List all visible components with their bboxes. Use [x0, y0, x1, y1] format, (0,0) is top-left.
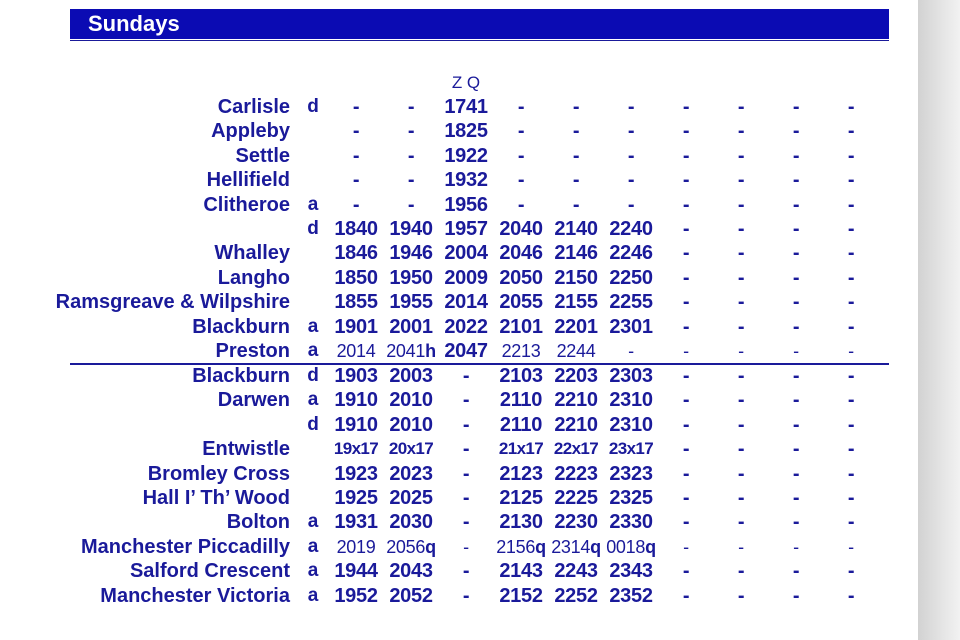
time-cell: - [847, 291, 855, 314]
time-cell: - [737, 144, 745, 167]
arrive-depart-flag: a [307, 193, 319, 215]
time-cell: - [737, 291, 745, 314]
time-cell: 2343 [609, 560, 653, 583]
time-cell: 2140 [554, 218, 598, 240]
time-cell: - [462, 389, 470, 412]
timetable-row [0, 241, 918, 265]
page-edge-shadow [918, 0, 960, 640]
time-cell: 2152 [499, 584, 543, 607]
time-cell: - [682, 169, 690, 192]
time-cell: - [738, 536, 744, 557]
time-suffix: q [645, 536, 656, 557]
time-cell: 2055 [499, 291, 543, 314]
time-cell: - [682, 193, 690, 216]
time-cell: 1957 [444, 218, 488, 240]
time-cell: 2250 [609, 266, 653, 289]
time-cell: - [737, 218, 745, 240]
time-cell: - [792, 462, 800, 485]
time-cell: 2210 [554, 413, 598, 436]
time-cell: - [737, 511, 745, 534]
time-cell: 20x17 [388, 439, 434, 459]
time-cell: 1903 [334, 365, 378, 387]
timetable-row [0, 290, 918, 314]
arrive-depart-flag: d [307, 218, 319, 239]
time-cell: - [462, 584, 470, 607]
section-header [70, 9, 889, 39]
time-cell: - [407, 144, 415, 167]
time-cell: - [847, 96, 855, 118]
time-cell: - [517, 120, 525, 143]
time-cell: - [407, 120, 415, 143]
time-cell: 2001 [389, 315, 433, 338]
time-cell: 2155 [554, 291, 598, 314]
time-cell: 1923 [334, 462, 378, 485]
time-cell: - [792, 169, 800, 192]
time-cell: 2130 [499, 511, 543, 534]
time-cell: 1922 [444, 144, 488, 167]
arrive-depart-flag: a [307, 315, 319, 337]
arrive-depart-flag: d [307, 413, 319, 435]
time-cell: 2110 [499, 389, 543, 412]
time-cell: 21x17 [498, 439, 544, 459]
time-cell: - [462, 511, 470, 534]
time-cell: 1950 [389, 266, 433, 289]
section-title: Sundays [88, 11, 180, 36]
timetable-row [0, 535, 918, 559]
time-cell: - [737, 242, 745, 265]
station-name: Preston [215, 340, 290, 362]
time-cell: 2252 [554, 584, 598, 607]
time-cell: 2143 [499, 560, 543, 583]
time-cell: - [572, 193, 580, 216]
time-cell: - [682, 438, 690, 461]
time-cell: 2003 [389, 365, 433, 387]
time-cell: 2050 [499, 266, 543, 289]
time-cell: - [682, 487, 690, 509]
time-cell: - [792, 413, 800, 436]
time-cell: - [682, 413, 690, 436]
time-cell: - [682, 266, 690, 289]
time-cell: 2156q [496, 536, 546, 557]
station-name: Clitheroe [203, 193, 290, 216]
time-cell: 2225 [554, 487, 598, 509]
time-cell: - [682, 96, 690, 118]
time-cell: 2023 [389, 462, 433, 485]
time-cell: - [793, 536, 799, 557]
time-cell: 1825 [444, 120, 488, 143]
time-cell: 2223 [554, 462, 598, 485]
time-cell: - [737, 315, 745, 338]
time-cell: - [737, 266, 745, 289]
time-cell: 2210 [554, 389, 598, 412]
time-cell: - [792, 266, 800, 289]
time-cell: - [793, 341, 799, 361]
time-cell: 2230 [554, 511, 598, 534]
time-cell: 2244 [556, 341, 596, 361]
time-cell: 1952 [334, 584, 378, 607]
time-cell: - [517, 169, 525, 192]
time-cell: 2243 [554, 560, 598, 583]
time-suffix: q [425, 536, 436, 557]
time-cell: 2010 [389, 413, 433, 436]
time-cell: - [462, 462, 470, 485]
station-name: Ramsgreave & Wilpshire [55, 291, 290, 314]
time-cell: 22x17 [553, 439, 599, 459]
time-cell: - [737, 169, 745, 192]
time-cell: 1840 [334, 218, 378, 240]
time-cell: - [628, 341, 634, 361]
timetable-row [0, 193, 918, 217]
time-cell: - [572, 96, 580, 118]
time-cell: 2009 [444, 266, 488, 289]
time-cell: 2043 [389, 560, 433, 583]
station-name: Manchester Victoria [100, 584, 290, 607]
time-cell: - [572, 120, 580, 143]
time-cell: 2246 [609, 242, 653, 265]
time-cell: - [738, 341, 744, 361]
time-cell: - [792, 560, 800, 583]
time-cell: - [572, 144, 580, 167]
time-cell: - [792, 315, 800, 338]
time-cell: - [682, 144, 690, 167]
time-cell: - [847, 462, 855, 485]
time-cell: - [407, 169, 415, 192]
time-cell: - [847, 144, 855, 167]
time-cell: - [682, 218, 690, 240]
timetable-row [0, 437, 918, 461]
time-cell: - [792, 584, 800, 607]
time-cell: - [847, 413, 855, 436]
time-cell: 2022 [444, 315, 488, 338]
time-cell: - [683, 341, 689, 361]
timetable-row [0, 462, 918, 486]
timetable-row [0, 119, 918, 143]
time-cell: - [792, 193, 800, 216]
time-cell: 2125 [499, 487, 543, 509]
time-cell: 2323 [609, 462, 653, 485]
timetable-row [0, 486, 918, 510]
time-cell: - [463, 536, 469, 557]
time-cell: - [737, 413, 745, 436]
time-cell: 1956 [444, 193, 488, 216]
station-name: Whalley [214, 242, 290, 265]
station-name: Darwen [217, 389, 290, 412]
time-cell: - [792, 487, 800, 509]
arrive-depart-flag: a [307, 389, 319, 411]
time-cell: - [792, 120, 800, 143]
time-cell: - [792, 365, 800, 387]
arrive-depart-flag: a [307, 584, 319, 606]
time-cell: 2019 [336, 536, 376, 557]
timetable-row [0, 339, 918, 363]
time-cell: 2325 [609, 487, 653, 509]
time-cell: - [737, 487, 745, 509]
time-cell: 19x17 [333, 439, 379, 459]
station-name: Settle [235, 144, 290, 167]
time-cell: 2025 [389, 487, 433, 509]
time-cell: - [627, 96, 635, 118]
time-cell: 2123 [499, 462, 543, 485]
timetable-row [0, 144, 918, 168]
time-cell: 2004 [444, 242, 488, 265]
time-cell: 1901 [334, 315, 378, 338]
time-cell: 1910 [334, 413, 378, 436]
time-cell: 2110 [499, 413, 543, 436]
time-cell: - [737, 120, 745, 143]
station-name: Carlisle [217, 96, 290, 118]
time-cell: - [848, 536, 854, 557]
timetable-row [0, 584, 918, 608]
time-cell: 1925 [334, 487, 378, 509]
time-cell: 2203 [554, 365, 598, 387]
time-cell: - [682, 291, 690, 314]
time-cell: 2047 [444, 340, 488, 362]
time-cell: - [847, 389, 855, 412]
time-cell: 2041h [386, 341, 436, 361]
arrive-depart-flag: a [307, 511, 319, 533]
timetable-row [0, 266, 918, 290]
time-cell: 2103 [499, 365, 543, 387]
time-cell: - [682, 365, 690, 387]
time-cell: 2310 [609, 413, 653, 436]
timetable-row [0, 559, 918, 583]
time-cell: - [682, 242, 690, 265]
time-cell: - [352, 96, 360, 118]
time-cell: 2352 [609, 584, 653, 607]
time-cell: - [517, 96, 525, 118]
time-cell: 0018q [606, 536, 656, 557]
time-cell: - [847, 218, 855, 240]
station-name: Salford Crescent [129, 560, 290, 583]
time-cell: - [847, 560, 855, 583]
time-cell: - [682, 560, 690, 583]
timetable-row [0, 168, 918, 192]
time-cell: 2150 [554, 266, 598, 289]
time-cell: 2010 [389, 389, 433, 412]
time-cell: - [847, 487, 855, 509]
time-cell: 23x17 [608, 439, 654, 459]
time-cell: - [462, 487, 470, 509]
time-cell: 2101 [499, 315, 543, 338]
time-cell: - [352, 144, 360, 167]
time-cell: 1940 [389, 218, 433, 240]
time-cell: - [517, 144, 525, 167]
time-cell: - [627, 144, 635, 167]
time-cell: 1910 [334, 389, 378, 412]
time-cell: 1931 [334, 511, 378, 534]
time-cell: - [682, 584, 690, 607]
time-cell: 2052 [389, 584, 433, 607]
time-cell: 2301 [609, 315, 653, 338]
time-cell: - [682, 511, 690, 534]
time-cell: - [847, 120, 855, 143]
time-cell: - [683, 536, 689, 557]
time-cell: - [682, 120, 690, 143]
time-cell: - [627, 169, 635, 192]
time-cell: - [792, 389, 800, 412]
time-cell: - [462, 413, 470, 436]
station-name: Langho [217, 266, 290, 289]
arrive-depart-flag: a [307, 340, 319, 361]
time-cell: - [847, 242, 855, 265]
time-cell: - [792, 511, 800, 534]
time-cell: 1846 [334, 242, 378, 265]
time-cell: - [737, 462, 745, 485]
arrive-depart-flag: d [307, 365, 319, 386]
time-cell: - [572, 169, 580, 192]
time-cell: - [462, 560, 470, 583]
time-cell: - [737, 96, 745, 118]
time-cell: 2314q [551, 536, 601, 557]
time-cell: - [352, 193, 360, 216]
time-cell: 2056q [386, 536, 436, 557]
time-cell: - [792, 438, 800, 461]
time-cell: - [407, 193, 415, 216]
time-cell: - [682, 315, 690, 338]
station-name: Bolton [226, 511, 290, 534]
time-cell: 2330 [609, 511, 653, 534]
arrive-depart-flag: d [307, 96, 319, 117]
time-cell: 1741 [444, 96, 488, 118]
station-name: Hellifield [206, 169, 290, 192]
time-cell: - [737, 438, 745, 461]
time-cell: - [737, 193, 745, 216]
time-cell: - [462, 365, 470, 387]
time-cell: 2040 [499, 218, 543, 240]
time-cell: - [847, 193, 855, 216]
time-cell: - [407, 96, 415, 118]
station-name: Blackburn [192, 365, 290, 387]
station-name: Entwistle [202, 438, 290, 461]
time-cell: - [848, 341, 854, 361]
time-cell: - [682, 389, 690, 412]
arrive-depart-flag: a [307, 535, 319, 557]
time-cell: 1932 [444, 169, 488, 192]
time-cell: 1955 [389, 291, 433, 314]
station-name: Bromley Cross [147, 462, 290, 485]
station-name: Hall I’ Th’ Wood [142, 487, 290, 509]
timetable-row [0, 364, 918, 388]
time-suffix: q [590, 536, 601, 557]
time-cell: - [792, 242, 800, 265]
time-cell: 2240 [609, 218, 653, 240]
time-cell: - [352, 169, 360, 192]
time-cell: - [792, 96, 800, 118]
time-cell: - [517, 193, 525, 216]
time-cell: 2303 [609, 365, 653, 387]
time-cell: - [847, 365, 855, 387]
time-cell: 2255 [609, 291, 653, 314]
time-cell: - [682, 462, 690, 485]
time-cell: 2213 [501, 341, 541, 361]
time-cell: - [462, 438, 470, 461]
time-cell: - [792, 144, 800, 167]
time-cell: - [627, 120, 635, 143]
time-cell: - [847, 315, 855, 338]
time-cell: 2146 [554, 242, 598, 265]
time-cell: - [737, 389, 745, 412]
timetable-row [0, 413, 918, 437]
timetable-row [0, 217, 918, 241]
time-cell: - [352, 120, 360, 143]
time-suffix: h [425, 341, 436, 361]
time-cell: 1944 [334, 560, 378, 583]
time-cell: - [847, 584, 855, 607]
time-cell: - [792, 291, 800, 314]
time-cell: - [627, 193, 635, 216]
time-cell: 2046 [499, 242, 543, 265]
station-name: Appleby [211, 120, 290, 143]
station-name: Manchester Piccadilly [81, 535, 290, 558]
time-cell: - [737, 560, 745, 583]
time-cell: - [847, 438, 855, 461]
time-cell: 2014 [444, 291, 488, 314]
station-name: Blackburn [192, 315, 290, 338]
timetable-row [0, 388, 918, 412]
time-cell: 1946 [389, 242, 433, 265]
header-divider [70, 40, 889, 41]
time-cell: - [737, 365, 745, 387]
time-cell: 2030 [389, 511, 433, 534]
time-cell: 2201 [554, 315, 598, 338]
column-codes: Z Q [451, 73, 481, 92]
time-cell: - [847, 511, 855, 534]
timetable-row [0, 315, 918, 339]
timetable-row [0, 510, 918, 534]
time-cell: - [737, 584, 745, 607]
time-suffix: q [535, 536, 546, 557]
time-cell: - [847, 266, 855, 289]
arrive-depart-flag: a [307, 560, 319, 582]
time-cell: - [792, 218, 800, 240]
time-cell: 2014 [336, 341, 376, 361]
time-cell: - [847, 169, 855, 192]
time-cell: 1850 [334, 266, 378, 289]
timetable-row [0, 95, 918, 119]
time-cell: 2310 [609, 389, 653, 412]
time-cell: 1855 [334, 291, 378, 314]
